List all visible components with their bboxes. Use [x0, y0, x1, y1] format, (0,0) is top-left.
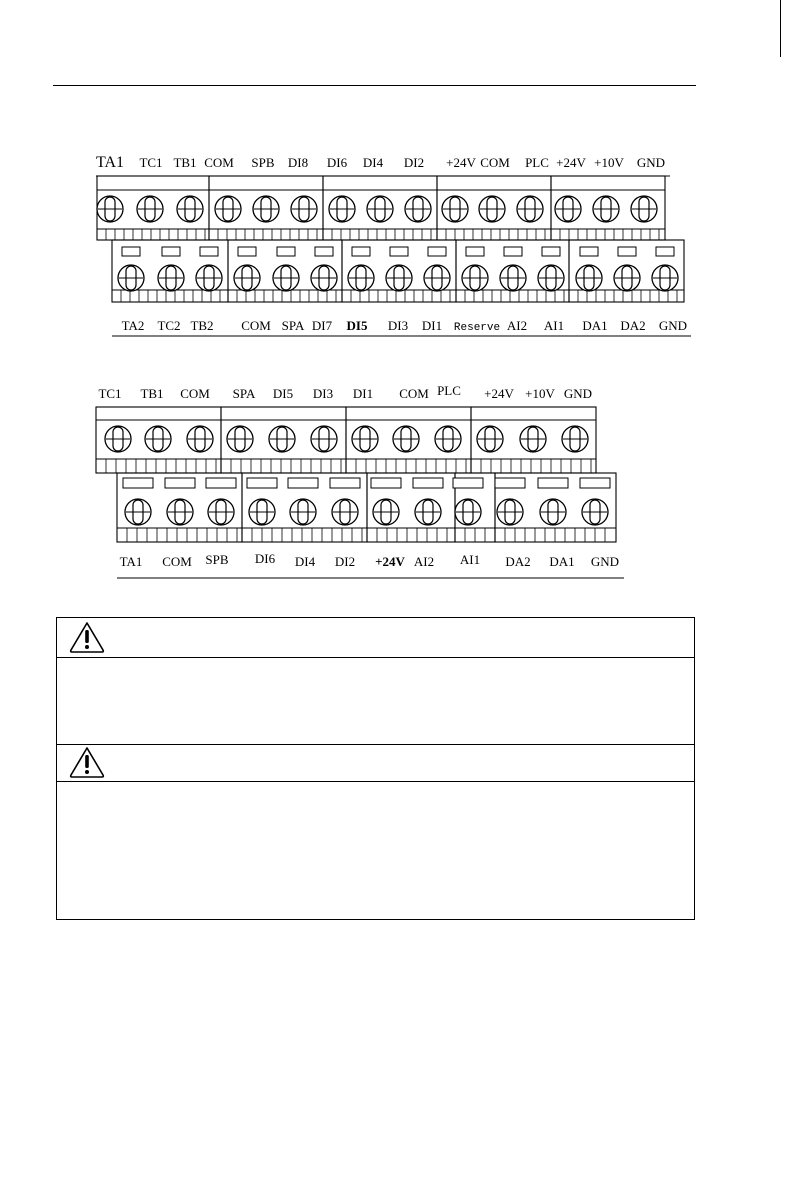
label-bottom-di6: DI6	[254, 551, 276, 566]
label-top-spa: SPA	[232, 386, 256, 401]
caution-heading-2	[57, 745, 694, 782]
label-bottom-di7: DI7	[311, 318, 333, 333]
wire-clamp-window	[288, 478, 318, 488]
label-bottom-di3: DI3	[387, 318, 409, 333]
label-top-10v: +10V	[525, 386, 555, 401]
wire-clamp-window	[413, 478, 443, 488]
label-bottom-spb: SPB	[205, 552, 229, 567]
wire-clamp-window	[371, 478, 401, 488]
label-bottom-da1: DA1	[549, 554, 575, 569]
label-bottom-ta1: TA1	[119, 554, 143, 569]
label-bottom-ai1: AI1	[543, 318, 565, 333]
label-top-24v: +24V	[484, 386, 514, 401]
label-top-24v: +24V	[556, 155, 586, 170]
label-bottom-spa: SPA	[281, 318, 305, 333]
label-bottom-24v: +24V	[375, 554, 405, 569]
caution-body-1	[57, 658, 694, 745]
label-top-di6: DI6	[326, 155, 348, 170]
label-top-10v: +10V	[594, 155, 624, 170]
label-bottom-tc2: TC2	[157, 318, 181, 333]
label-top-com: COM	[399, 386, 429, 401]
label-bottom-ai2: AI2	[506, 318, 528, 333]
wire-clamp-window	[538, 478, 568, 488]
label-top-plc: PLC	[437, 383, 461, 398]
label-bottom-com: COM	[162, 554, 192, 569]
wire-clamp-window	[580, 478, 610, 488]
label-top-di2: DI2	[403, 155, 425, 170]
wire-clamp-window	[165, 478, 195, 488]
label-top-di3: DI3	[312, 386, 334, 401]
label-top-tc1: TC1	[98, 386, 122, 401]
wire-clamp-window	[123, 478, 153, 488]
label-bottom-di1: DI1	[421, 318, 443, 333]
wire-clamp-window	[495, 478, 525, 488]
label-bottom-com: COM	[241, 318, 271, 333]
label-top-tb1: TB1	[173, 155, 197, 170]
label-top-gnd: GND	[563, 386, 593, 401]
label-top-com: COM	[480, 155, 510, 170]
label-bottom-ai1: AI1	[459, 552, 481, 567]
label-bottom-gnd: GND	[658, 318, 688, 333]
label-bottom-ai2: AI2	[413, 554, 435, 569]
label-bottom-ta2: TA2	[121, 318, 145, 333]
wire-clamp-window	[247, 478, 277, 488]
label-bottom-da2: DA2	[505, 554, 531, 569]
caution-notice-box	[56, 617, 695, 920]
caution-triangle-icon	[69, 621, 105, 653]
label-top-gnd: GND	[636, 155, 666, 170]
wire-clamp-window	[330, 478, 360, 488]
label-top-24v: +24V	[446, 155, 476, 170]
label-top-di5: DI5	[272, 386, 294, 401]
label-top-com: COM	[204, 155, 234, 170]
label-top-tc1: TC1	[139, 155, 163, 170]
label-bottom-di4: DI4	[294, 554, 316, 569]
label-top-ta1: TA1	[95, 154, 125, 171]
label-top-di4: DI4	[362, 155, 384, 170]
label-top-spb: SPB	[251, 155, 275, 170]
caution-heading-1	[57, 618, 694, 658]
label-bottom-da1: DA1	[582, 318, 608, 333]
wire-clamp-window	[453, 478, 483, 488]
caution-body-2	[57, 782, 694, 919]
label-bottom-da2: DA2	[620, 318, 646, 333]
label-top-com: COM	[180, 386, 210, 401]
label-bottom-di2: DI2	[334, 554, 356, 569]
label-top-tb1: TB1	[140, 386, 164, 401]
caution-triangle-icon	[69, 746, 105, 778]
wire-clamp-window	[206, 478, 236, 488]
label-bottom-di5: DI5	[346, 318, 368, 333]
label-bottom-tb2: TB2	[190, 318, 214, 333]
label-bottom-gnd: GND	[590, 554, 620, 569]
label-bottom-reserve: Reserve	[453, 322, 501, 334]
label-top-plc: PLC	[525, 155, 549, 170]
label-top-di8: DI8	[287, 155, 309, 170]
label-top-di1: DI1	[352, 386, 374, 401]
